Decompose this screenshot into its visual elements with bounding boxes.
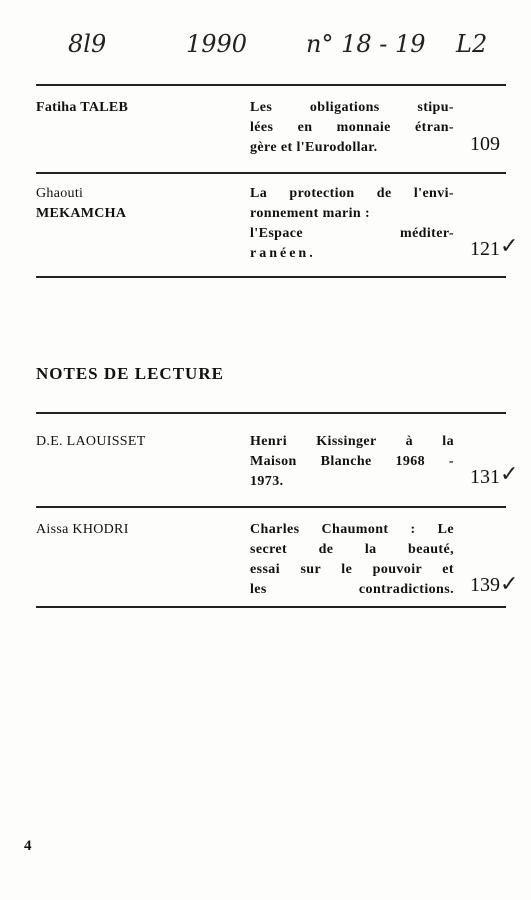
author-first-name: Ghaouti — [36, 186, 84, 201]
divider — [36, 172, 506, 174]
title-line: ronnement marin : — [250, 206, 371, 221]
title-line: Charles Chaumont : Le — [250, 522, 454, 537]
handwritten-year: 1990 — [186, 30, 248, 58]
handwritten-note: 8l9 — [68, 30, 107, 58]
title-line: lées en monnaie étran- — [250, 120, 454, 135]
entry-title — [250, 520, 454, 600]
entry-author: Fatiha TALEB — [36, 100, 129, 115]
divider — [36, 84, 506, 86]
entry-page-number: 131 — [470, 466, 500, 488]
checkmark-icon: ✓ — [500, 572, 519, 597]
divider — [36, 276, 506, 278]
entry-title — [250, 432, 454, 492]
title-line: secret de la beauté, — [250, 542, 454, 557]
checkmark-icon: ✓ — [500, 234, 519, 259]
title-line: La protection de l'envi- — [250, 186, 454, 201]
author-last-name: MEKAMCHA — [36, 206, 127, 221]
entry-page-number: 139 — [470, 574, 500, 596]
title-line: les contradictions. — [250, 582, 454, 597]
entry-page-number: 109 — [470, 133, 500, 155]
entry-title — [250, 98, 454, 158]
entry-page-number: 121 — [470, 238, 500, 260]
divider — [36, 412, 506, 414]
title-line: 1973. — [250, 474, 284, 489]
title-line: l'Espace méditer- — [250, 226, 454, 241]
title-line: Maison Blanche 1968 - — [250, 454, 454, 469]
entry-author — [36, 184, 236, 224]
divider — [36, 506, 506, 508]
title-line: essai sur le pouvoir et — [250, 562, 454, 577]
handwritten-issue-number: n° 18 - 19 — [306, 30, 426, 58]
entry-author: D.E. LAOUISSET — [36, 434, 146, 449]
title-line: Henri Kissinger à la — [250, 434, 454, 449]
title-line: Les obligations stipu- — [250, 100, 454, 115]
divider — [36, 606, 506, 608]
page-folio: 4 — [24, 838, 32, 854]
entry-title — [250, 184, 454, 264]
entry-author: Aissa KHODRI — [36, 522, 129, 537]
section-heading: NOTES DE LECTURE — [36, 364, 224, 383]
handwritten-code: L2 — [456, 30, 488, 58]
title-line: ranéen. — [250, 246, 316, 261]
handwritten-annotations — [0, 30, 531, 70]
title-line: gère et l'Eurodollar. — [250, 140, 378, 155]
checkmark-icon: ✓ — [500, 462, 519, 487]
